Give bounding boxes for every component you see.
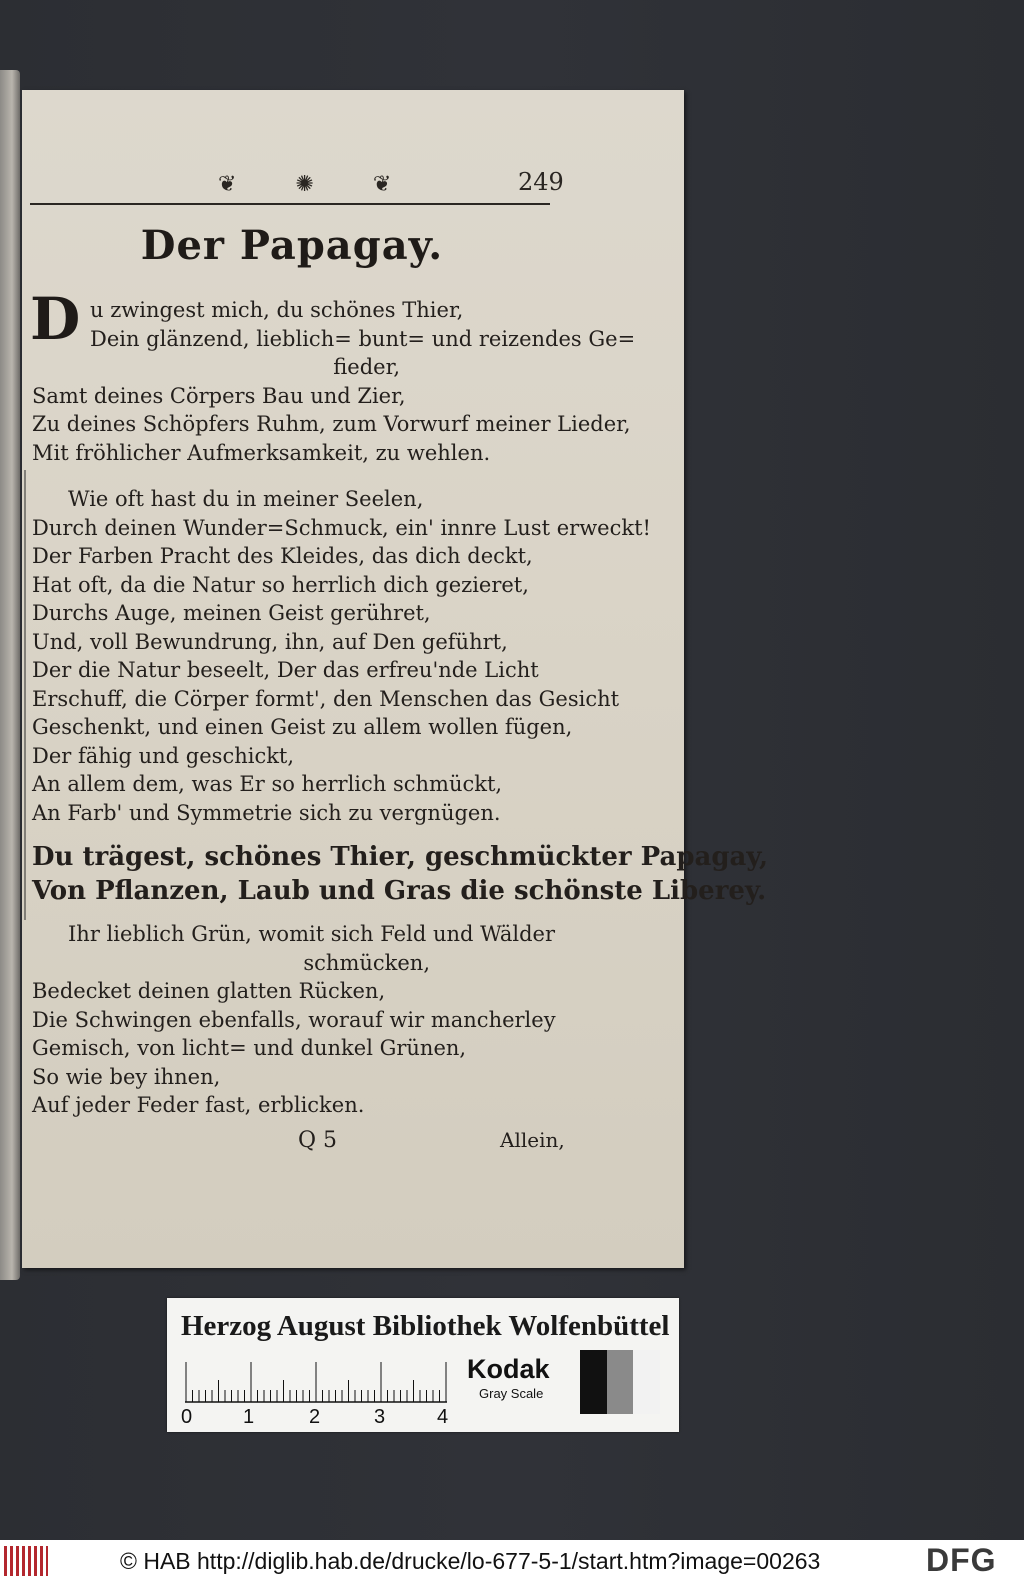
kodak-logo: Kodak (467, 1354, 550, 1384)
facing-page-edge (0, 70, 20, 1280)
poem-title: Der Papagay. (140, 222, 444, 269)
verse-line: Zu deines Schöpfers Ruhm, zum Vorwurf meiner Lieder, (32, 412, 631, 436)
color-calibration-card (167, 1298, 679, 1432)
gray-swatches (580, 1350, 660, 1414)
verse-line: Der die Natur beseelt, Der das erfreu'nde Licht (32, 658, 539, 682)
verse-line: An Farb' und Symmetrie sich zu vergnügen. (32, 800, 501, 825)
verse-line: Gemisch, von licht= und dunkel Grünen, (32, 1036, 467, 1060)
couplet (32, 840, 769, 908)
hab-logo-icon (4, 1546, 48, 1576)
swatch-gray (607, 1350, 634, 1414)
verse-line: Wie oft hast du in meiner Seelen, (68, 487, 424, 511)
verse-line: Auf jeder Feder fast, erblicken. (32, 1093, 365, 1117)
catchword: Allein, (500, 1128, 565, 1152)
ruler-number: 1 (243, 1406, 255, 1428)
copyright-url[interactable]: © HAB http://diglib.hab.de/drucke/lo-677-5-1/start.htm?image=00263 (120, 1548, 821, 1574)
gray-scale-label: Gray Scale (479, 1386, 544, 1401)
verse-line: Hat oft, da die Natur so herrlich dich gezieret, (32, 572, 529, 597)
dfg-logo: DFG (926, 1542, 997, 1578)
stanza-2 (32, 485, 651, 827)
verse-line: An allem dem, was Er so herrlich schmückt, (32, 772, 503, 796)
swatch-white (633, 1350, 660, 1414)
verse-line: Ihr lieblich Grün, womit sich Feld und Wälder (68, 922, 556, 946)
verse-line: Durchs Auge, meinen Geist gerühret, (32, 601, 431, 625)
verse-line: Durch deinen Wunder=Schmuck, ein' innre Lust erweckt! (32, 515, 651, 540)
header-ornaments: ❦ ✺ ❦ (218, 172, 418, 197)
verse-line: Der Farben Pracht des Kleides, das dich deckt, (32, 544, 533, 568)
verse-line: Die Schwingen ebenfalls, worauf wir mancherley (32, 1007, 556, 1032)
verse-line: u zwingest mich, du schönes Thier, (90, 298, 464, 322)
verse-line: Von Pflanzen, Laub und Gras die schönste Liberey. (32, 876, 767, 906)
drop-cap: D (30, 285, 81, 353)
verse-line: Du trägest, schönes Thier, geschmückter Papagay, (32, 842, 769, 872)
stanza-3 (32, 920, 580, 1120)
swatch-black (580, 1350, 607, 1414)
verse-line: Dein glänzend, lieblich= bunt= und reizendes Ge= (90, 326, 636, 351)
ruler-number: 0 (181, 1406, 193, 1428)
verse-line: Geschenkt, und einen Geist zu allem wollen fügen, (32, 715, 573, 739)
ruler-number: 2 (309, 1406, 321, 1428)
verse-line: Mit fröhlicher Aufmerksamkeit, zu wehlen. (32, 440, 491, 465)
verse-line: Und, voll Bewundrung, ihn, auf Den geführt, (32, 629, 508, 654)
verse-line: Samt deines Cörpers Bau und Zier, (32, 383, 406, 408)
ruler-number: 4 (437, 1406, 449, 1428)
ruler-number: 3 (374, 1406, 386, 1428)
page-number: 249 (518, 168, 564, 196)
footer-bar (0, 1540, 1024, 1582)
verse-line: fieder, (333, 355, 400, 379)
ruler-ticks (185, 1362, 455, 1406)
ruler-scale (181, 1362, 455, 1428)
library-name: Herzog August Bibliothek Wolfenbüttel (181, 1310, 670, 1342)
book-page (22, 90, 769, 1268)
verse-line: Erschuff, die Cörper formt', den Menschen das Gesicht (32, 686, 620, 711)
verse-line: schmücken, (303, 950, 430, 975)
verse-line: Bedecket deinen glatten Rücken, (32, 979, 386, 1003)
signature-mark: Q 5 (298, 1128, 338, 1153)
stanza-1 (32, 296, 636, 467)
header-rule (30, 203, 550, 205)
verse-line: So wie bey ihnen, (32, 1064, 221, 1089)
verse-line: Der fähig und geschickt, (32, 743, 295, 768)
